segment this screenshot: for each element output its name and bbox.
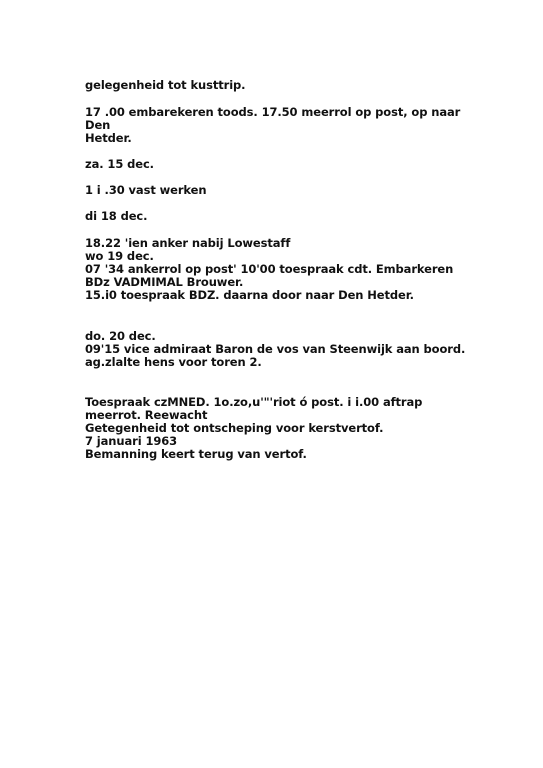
text-block-toespraak — [85, 396, 465, 461]
text-block-lowestaff — [85, 237, 465, 302]
text-block-kusttrip — [85, 79, 465, 92]
text-line: Hetder. — [85, 131, 132, 145]
text-line: 18.22 'ien anker nabij Lowestaff — [85, 236, 291, 250]
text-line: do. 20 dec. — [85, 329, 156, 343]
text-block-vast-werken — [85, 184, 465, 197]
text-line: wo 19 dec. — [85, 249, 154, 263]
text-line: Bemanning keert terug van vertof. — [85, 447, 307, 461]
text-line: 1 i .30 vast werken — [85, 183, 207, 197]
text-block-embarkeren — [85, 106, 465, 145]
text-line: meerrot. Reewacht — [85, 408, 208, 422]
text-line: di 18 dec. — [85, 209, 148, 223]
text-line: 7 januari 1963 — [85, 434, 178, 448]
text-line: ag.zlalte hens voor toren 2. — [85, 355, 262, 369]
text-line: za. 15 dec. — [85, 157, 154, 171]
text-block-date-15-dec — [85, 158, 465, 171]
text-block-date-20-dec — [85, 330, 465, 369]
text-line: Toespraak czMNED. 1o.zo,u'"'riot ó post. i i.00 aftrap — [85, 395, 423, 409]
text-block-date-18-dec — [85, 210, 465, 223]
text-line: Den — [85, 118, 111, 132]
text-line: 15.i0 toespraak BDZ. daarna door naar Den Hetder. — [85, 288, 414, 302]
text-line: 09'15 vice admiraat Baron de vos van Steenwijk aan boord. — [85, 342, 466, 356]
text-line: BDz VADMIMAL Brouwer. — [85, 275, 244, 289]
text-line: Getegenheid tot ontscheping voor kerstvertof. — [85, 421, 384, 435]
text-line: 07 '34 ankerrol op post' 10'00 toespraak cdt. Embarkeren — [85, 262, 454, 276]
text-line: 17 .00 embarekeren toods. 17.50 meerrol op post, op naar — [85, 105, 461, 119]
text-line: gelegenheid tot kusttrip. — [85, 78, 246, 92]
